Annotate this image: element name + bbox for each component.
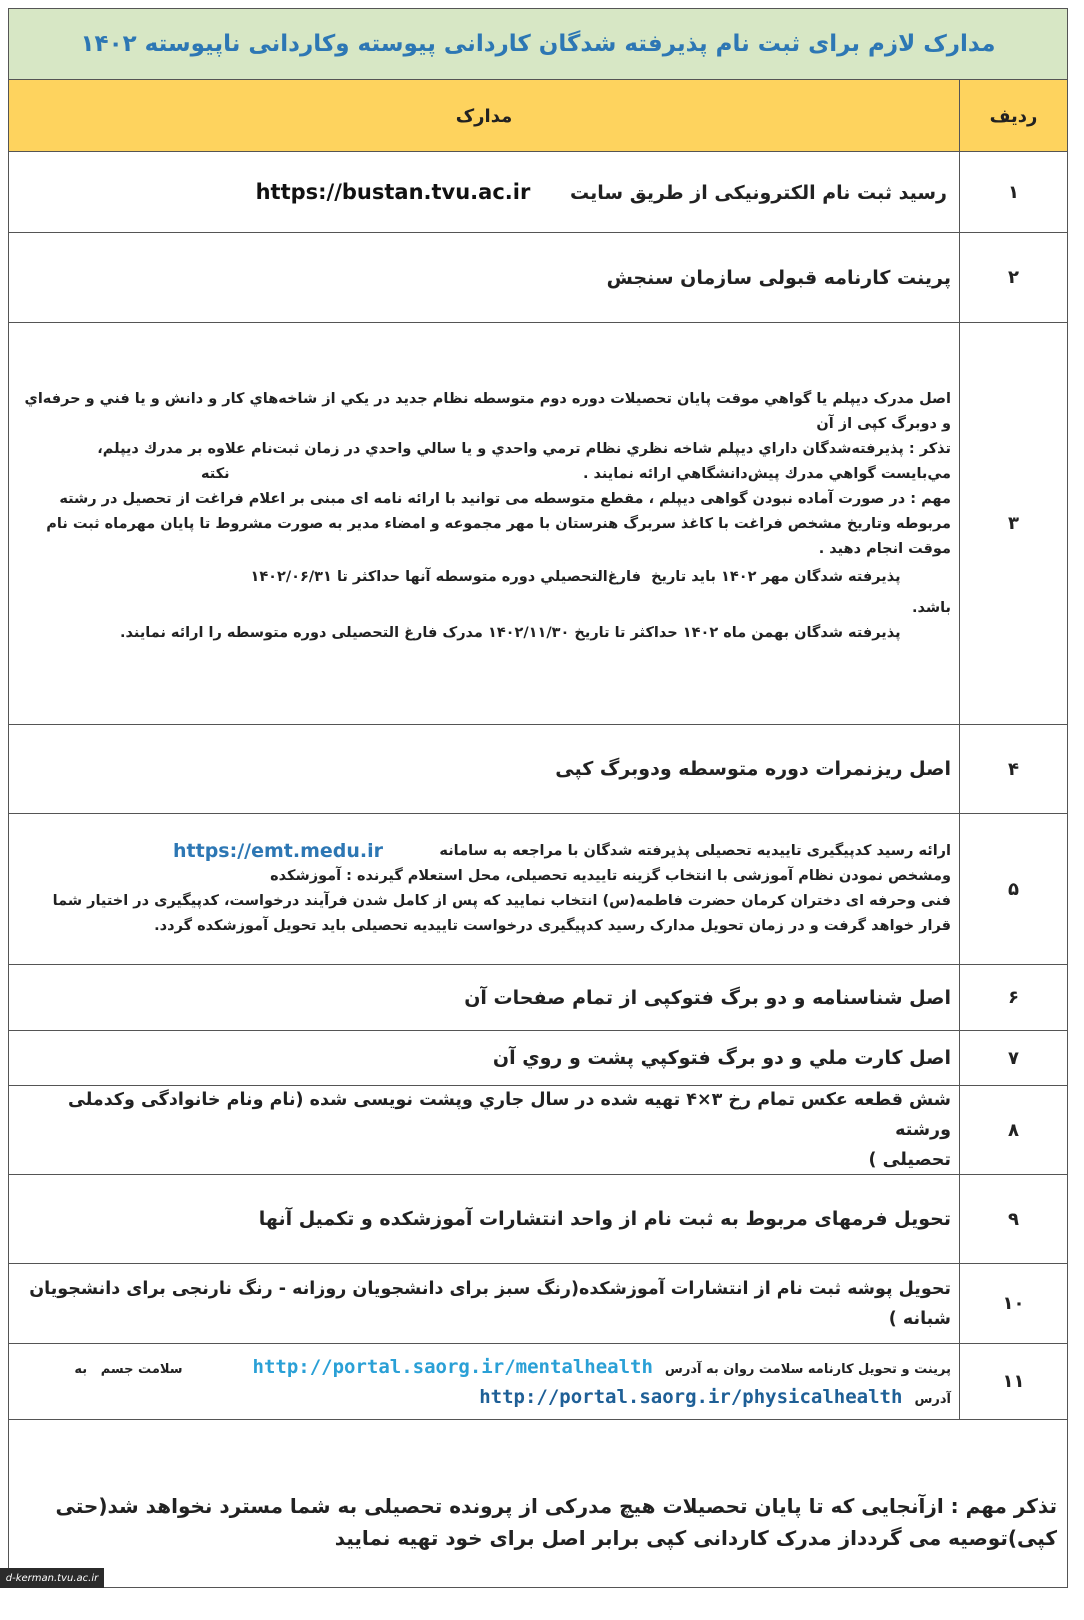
row-content — [9, 233, 959, 322]
row-text-line: پذیرفته شدگان مهر ۱۴۰۲ باید تاریخ فارغ‌التحصیلي دوره متوسطه آنها حداکثر تا ۱۴۰۲/۰۶/۳۱ — [250, 569, 951, 585]
row-content — [9, 965, 959, 1030]
row-number: ۱۰ — [959, 1264, 1067, 1343]
row-text-line: اصل مدرک ديپلم يا گواهي موقت پايان تحصيلات دوره دوم متوسطه نظام جديد در يكي از شاخه‌هاي كار و دانش و يا فني و حرفه‌اي — [24, 391, 951, 407]
row-text-line: ارائه رسید کدپیگیری تاییدیه تحصیلی پذیرفته شدگان با مراجعه به سامانه — [439, 843, 951, 859]
row-text-line: فنی وحرفه ای دختران کرمان حضرت فاطمه(س) انتخاب نمایید که پس از کامل شدن فرآیند درخواست، کدپیگیری در اختیار شما — [52, 893, 951, 909]
row-text-line: پرینت و تحویل کارنامه سلامت روان به آدرس — [664, 1361, 951, 1377]
physicalhealth-link[interactable]: http://portal.saorg.ir/physicalhealth — [479, 1385, 903, 1408]
row-text-line: مربوطه وتاریخ مشخص فراغت با کاغذ سربرگ هنرستان با مهر مجموعه و امضاء مدیر به صورت مشروط تا پایان مهرماه ثبت نام — [46, 516, 951, 532]
table-row — [9, 725, 1067, 814]
table-row — [9, 965, 1067, 1031]
row-text-line: سلامت جسم به — [74, 1361, 183, 1377]
title-banner — [9, 9, 1067, 80]
row-number: ۵ — [959, 814, 1067, 964]
table-row — [9, 814, 1067, 965]
row-number: ۴ — [959, 725, 1067, 813]
row-text: اصل کارت ملي و دو برگ فتوكپي پشت و روي آن — [492, 1047, 951, 1069]
row-text-line: ومشخص نمودن نظام آموزشی با انتخاب گزینه تاییدیه تحصیلی، محل استعلام گیرنده : آموزشکده — [270, 868, 951, 884]
row-content — [9, 323, 959, 724]
row-text-line: پذیرفته شدگان بهمن ماه ۱۴۰۲ حداکثر تا تاریخ ۱۴۰۲/۱۱/۳۰ مدرک فارغ التحصیلی دوره متوسطه را ارائه نمایند. — [120, 625, 951, 641]
table-row — [9, 1344, 1067, 1420]
row-content — [9, 725, 959, 813]
important-note — [9, 1420, 1067, 1587]
table-row — [9, 1086, 1067, 1175]
site-logo: d-kerman.tvu.ac.ir — [0, 1568, 104, 1588]
table-row — [9, 1175, 1067, 1264]
row-content — [9, 814, 959, 964]
row-text-line: آدرس — [914, 1391, 951, 1407]
row-content — [9, 152, 959, 232]
table-row — [9, 152, 1067, 233]
row-number: ۶ — [959, 965, 1067, 1030]
row-text-line: قرار خواهد گرفت و در زمان تحویل مدارک رسید کدپیگیری درخواست تاییدیه تحصیلی باید تحویل آموزشکده گردد. — [154, 918, 951, 934]
row-number: ۸ — [959, 1086, 1067, 1174]
row-text-line: تحصیلی ) — [868, 1150, 951, 1170]
row-text-line: تحویل پوشه ثبت نام از انتشارات آموزشکده(رنگ سبز برای دانشجویان روزانه - رنگ نارنجی برای دانشجویان — [29, 1278, 951, 1299]
row-text: اصل شناسنامه و دو برگ فتوکپی از تمام صفحات آن — [464, 986, 951, 1009]
emt-link[interactable]: https://emt.medu.ir — [173, 840, 383, 862]
website-link[interactable]: https://bustan.tvu.ac.ir — [255, 179, 531, 204]
table-row — [9, 323, 1067, 725]
row-text-line: باشد. — [911, 600, 951, 616]
row-text-line: شبانه ) — [888, 1308, 951, 1329]
row-content — [9, 1086, 959, 1174]
row-text-line: مهم : در صورت آماده نبودن گواهی دیپلم ، مقطع متوسطه می توانید با ارائه نامه ای مبنی بر اعلام فراغت از تحصیل در رشته — [59, 491, 951, 507]
row-number: ۲ — [959, 233, 1067, 322]
row-text: رسید ثبت نام الکترونیکی از طریق سایت — [570, 181, 947, 204]
row-content — [9, 1175, 959, 1263]
row-content — [9, 1031, 959, 1085]
row-number: ۷ — [959, 1031, 1067, 1085]
table-header — [9, 80, 1067, 152]
row-text-line: مي‌بايست گواهي مدرك پيش‌دانشگاهي ارائه نمايند . نکته — [200, 466, 951, 482]
row-number: ۱۱ — [959, 1344, 1067, 1419]
note-line: کپی)توصیه می گردداز مدرک کاردانی کپی برابر اصل برای خود تهیه نمایید — [334, 1526, 1057, 1550]
row-text: اصل ریزنمرات دوره متوسطه ودوبرگ کپی — [555, 758, 951, 780]
row-content — [9, 1344, 959, 1419]
row-text: پرینت کارنامه قبولی سازمان سنجش — [606, 266, 951, 289]
row-content — [9, 1264, 959, 1343]
table-row — [9, 1031, 1067, 1086]
note-line: تذکر مهم : ازآنجایی که تا پایان تحصیلات هیچ مدرکی از پرونده تحصیلی به شما مسترد نخواهد شد(حتی — [55, 1494, 1057, 1518]
header-row-number: ردیف — [959, 80, 1067, 152]
table-row — [9, 233, 1067, 323]
mentalhealth-link[interactable]: http://portal.saorg.ir/mentalhealth — [252, 1355, 653, 1378]
row-number: ۳ — [959, 323, 1067, 724]
table-row — [9, 1264, 1067, 1344]
row-text-line: تذكر : پذيرفته‌شدگان داراي ديپلم شاخه نظري نظام ترمي واحدي و يا سالي واحدي در زمان ثبت‌نام علاوه بر مدرك ديپلم، — [97, 441, 951, 457]
row-number: ۱ — [959, 152, 1067, 232]
row-text-line: شش قطعه عكس تمام رخ ۳×۴ تهيه شده در سال جاري وپشت نویسی شده (نام ونام خانوادگی وکدملی ورشته — [68, 1090, 951, 1140]
page-title: مدارک لازم برای ثبت نام پذیرفته شدگان کاردانی پیوسته وکاردانی ناپیوسته ۱۴۰۲ — [80, 31, 996, 57]
row-text-line: موقت انجام دهید . — [818, 541, 951, 557]
row-text: تحویل فرمهای مربوط به ثبت نام از واحد انتشارات آموزشکده و تکمیل آنها — [258, 1208, 951, 1230]
header-documents: مدارک — [455, 105, 513, 127]
row-text-line: و دوبرگ کپی از آن — [816, 416, 951, 432]
row-number: ۹ — [959, 1175, 1067, 1263]
